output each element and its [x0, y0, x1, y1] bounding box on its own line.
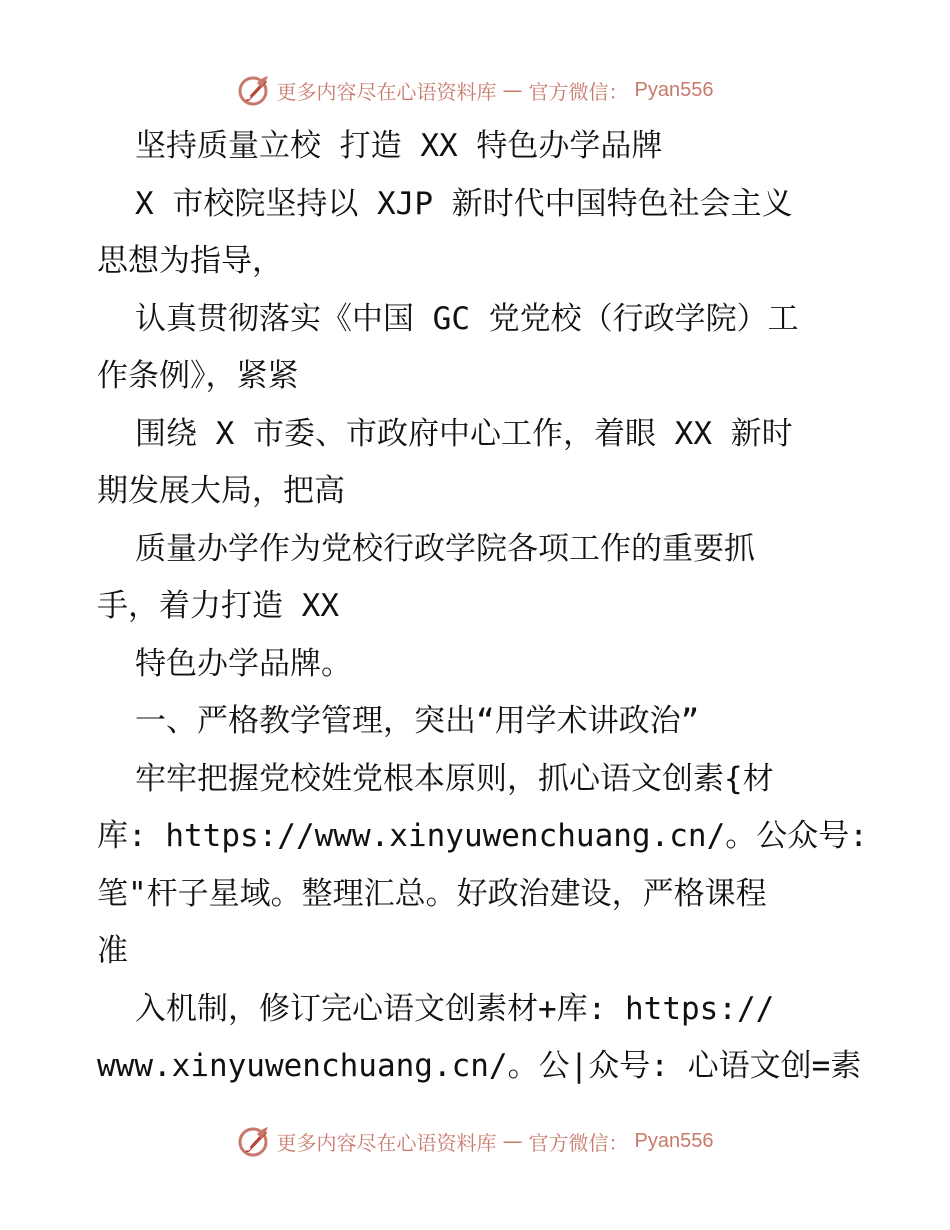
watermark-wechat-id: Pyan556 [634, 78, 714, 101]
watermark-separator: — [502, 78, 523, 102]
text-line: X 市校院坚持以 XJP 新时代中国特色社会主义 [135, 185, 793, 222]
watermark-slogan: 更多内容尽在心语资料库 [276, 79, 497, 104]
text-line: www.xinyuwenchuang.cn/。公|众号: 心语文创=素 [97, 1048, 862, 1084]
text-line: 笔"杆子星域。整理汇总。好政治建设，严格课程 [97, 875, 767, 912]
text-line: 一、严格教学管理，突出“用学术讲政治” [135, 703, 700, 739]
text-line: 思想为指导， [97, 243, 283, 279]
text-line: 牢牢把握党校姓党根本原则，抓心语文创素{材 [135, 760, 774, 797]
quill-pen-icon [237, 73, 271, 107]
watermark-wechat-label: 官方微信： [528, 1130, 629, 1155]
text-line: 准 [97, 933, 128, 969]
watermark-header [0, 70, 950, 110]
text-line: 质量办学作为党校行政学院各项工作的重要抓 [135, 530, 755, 567]
watermark-wechat-label: 官方微信： [528, 79, 629, 104]
text-line: 入机制，修订完心语文创素材+库: https:// [135, 990, 775, 1027]
text-line: 手，着力打造 XX [97, 588, 339, 624]
watermark-footer [0, 1121, 950, 1161]
quill-pen-icon [237, 1124, 271, 1158]
text-line: 围绕 X 市委、市政府中心工作，着眼 XX 新时 [135, 415, 793, 452]
document-body [97, 118, 868, 1096]
text-line: 作条例》，紧紧 [97, 358, 299, 394]
text-line: 库: https://www.xinyuwenchuang.cn/。公众号: [97, 818, 868, 854]
watermark-wechat-id: Pyan556 [634, 1129, 714, 1152]
text-line: 认真贯彻落实《中国 GC 党党校（行政学院）工 [135, 300, 799, 337]
watermark-separator: — [502, 1129, 523, 1153]
text-line: 期发展大局，把高 [97, 473, 345, 509]
text-line: 特色办学品牌。 [135, 645, 352, 682]
watermark-slogan: 更多内容尽在心语资料库 [276, 1130, 497, 1155]
text-line: 坚持质量立校 打造 XX 特色办学品牌 [135, 128, 663, 164]
